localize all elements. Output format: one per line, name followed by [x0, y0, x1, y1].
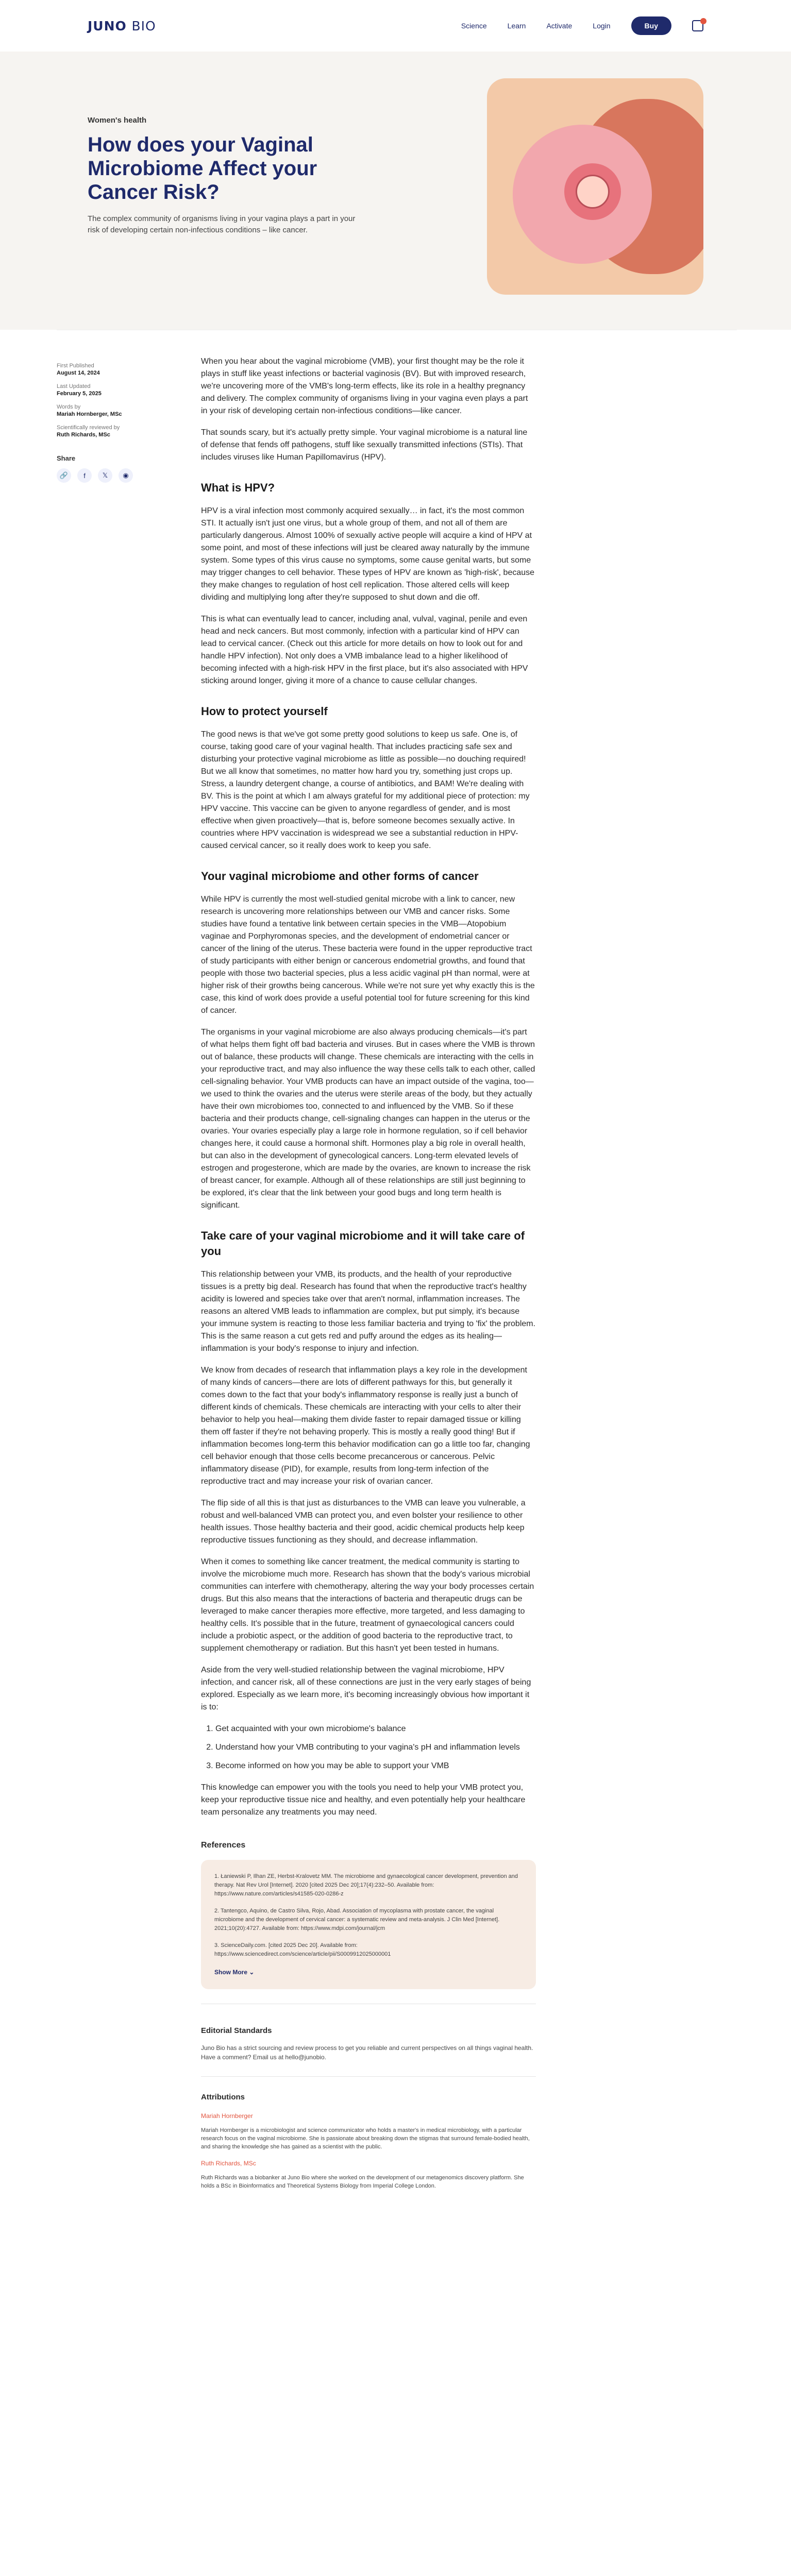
paragraph-flip-side: The flip side of all this is that just as disturbances to the VMB can leave you vulnerable, a robust and well-balanced VMB can protect you, and even bolster your resilience to other health issues. Those healthy bacteria and their good, acidic chemical products help keep reproductive tissues functioning as they should, and decrease inflammation.	[201, 1499, 526, 1545]
editorial-title: Editorial Standards	[201, 2026, 272, 2035]
attribution-author-link[interactable]: Mariah Hornberger	[201, 2112, 253, 2120]
paragraph-hpv-cancer: This is what can eventually lead to cancer, including anal, vulval, vaginal, penile and even head and neck cancers. But most commonly, infection with a particular kind of HPV can lead to cervical cancer. (Check out this article for more details on how to look out for and handle HPV infection). Not only does a VMB imbalance lead to a higher likelihood of becoming infected with a high-risk HPV in the first place, but it's also associated with HPV sticking around longer, giving it more of a chance to cause cellular changes.	[201, 615, 528, 685]
author-name[interactable]: Mariah Hornberger, MSc	[57, 411, 122, 417]
references-box	[201, 1860, 536, 1989]
heading-take-care: Take care of your vaginal microbiome and it will take care of you	[201, 1229, 525, 1258]
paragraph-aside: Aside from the very well-studied relationship between the vaginal microbiome, HPV infection, and cancer risk, all of these connections are just in the very early stages of being explored. Especially as we learn more, it's becoming increasingly obvious how important it is to:	[201, 1666, 531, 1711]
heading-protect: How to protect yourself	[201, 705, 328, 718]
nav-links	[461, 16, 703, 35]
hero-subtitle: The complex community of organisms living in your vagina plays a part in your risk of developing certain non-infectious conditions – like cancer.	[88, 214, 356, 234]
references-title: References	[201, 1841, 246, 1850]
nav-learn-link[interactable]: Learn	[507, 22, 526, 30]
list-item: 1. Get acquainted with your own microbiome's balance	[215, 1723, 536, 1735]
attribution-author-bio: Mariah Hornberger is a microbiologist and science communicator who holds a master's in medical microbiology, with a particular research focus on the vaginal microbiome. She is passionate about breaking down the stigmas that surround female-bodied health, and sharing the knowledge she has gained as a scientist with the public.	[201, 2127, 530, 2150]
paragraph-hpv: HPV is a viral infection most commonly acquired sexually… in fact, it's the most common STI. It actually isn't just one virus, but a whole group of them, and not all of them are particularly dangerous. Almost 100% of sexually active people will acquire a kind of HPV at some point, and most of these infections will just be cleared away naturally by the immune system. Some types of this virus cause no symptoms, some cause genital warts, but some may trigger changes to cell behavior. These types of HPV are known as 'high-risk', because they make changes to regulation of host cell replication. Those altered cells will keep dividing and multiplying long after they're supposed to shut down and die off.	[201, 506, 535, 602]
reference-item: 2. Tantengco, Aquino, de Castro Silva, Rojo, Abad. Association of mycoplasma with prostate cancer, the vaginal microbiome and the development of cervical cancer: a systematic review and meta-analysis. J Clin Med [Internet]. 2021;10(20):4727. Available from: https://www.mdpi.com/journal/jcm	[214, 1908, 500, 1931]
attribution-reviewer-bio: Ruth Richards was a biobanker at Juno Bio where she worked on the development of our metagenomics discovery platform. She holds a BSc in Bioinformatics and Theoretical Systems Biology from Imperial College London.	[201, 2175, 524, 2189]
last-updated-date: February 5, 2025	[57, 391, 102, 397]
article-body	[201, 355, 536, 2190]
chevron-down-icon: ⌄	[249, 1969, 255, 1976]
article-meta	[57, 355, 160, 483]
hero-text	[88, 116, 356, 236]
words-by-label: Words by	[57, 404, 81, 410]
editorial-text: Juno Bio has a strict sourcing and review process to get you reliable and current perspectives on all things vaginal health. Have a comment? Email us at hello@junobio.	[201, 2044, 533, 2061]
paragraph-protect: The good news is that we've got some pretty good solutions to keep us safe. One is, of course, taking good care of your vaginal health. That includes practicing safe sex and disturbing your protective vaginal microbiome as little as possible—no douching required! But we all know that sometimes, no matter how hard you try, something just crops up. Stress, a laundry detergent change, a course of antibiotics, and BAM! We're dealing with BV. This is the point at which I am always grateful for my additional piece of protection: my HPV vaccine. This vaccine can be given to anyone regardless of gender, and is most effective when given proactively—that is, before someone becomes sexually active. In countries where HPV vaccination is widespread we see a substantial reduction in HPV-caused cervical cancer, so it really does work to keep you safe.	[201, 730, 530, 850]
reviewed-by-label: Scientifically reviewed by	[57, 425, 120, 431]
hero-category: Women's health	[88, 116, 147, 125]
show-more-button[interactable]	[214, 1968, 523, 1977]
cart-icon[interactable]	[692, 20, 703, 31]
first-published-label: First Published	[57, 363, 94, 369]
link-icon[interactable]: 🔗	[57, 468, 71, 483]
heading-what-is-hpv: What is HPV?	[201, 481, 275, 494]
buy-button[interactable]: Buy	[631, 16, 671, 35]
paragraph-intro: When you hear about the vaginal microbiome (VMB), your first thought may be the role it plays in stuff like yeast infections or bacterial vaginosis (BV). But with improved research, we're uncovering more of the VMB's long-term effects, like its role in a healthy pregnancy and delivery. The complex community of organisms living in your vagina even plays a part in your risk of developing certain non-infectious conditions—like cancer.	[201, 357, 528, 415]
instagram-icon[interactable]: ◉	[119, 468, 133, 483]
reviewer-name[interactable]: Ruth Richards, MSc	[57, 432, 110, 438]
juno-bio-logo[interactable]	[88, 19, 156, 33]
paragraph-defense: That sounds scary, but it's actually pretty simple. Your vaginal microbiome is a natural line of defense that fends off pathogens, stuff like sexually transmitted infections (STIs). That includes viruses like Human Papillomavirus (HPV).	[201, 428, 528, 462]
list-item: 3. Become informed on how you may be able to support your VMB	[215, 1760, 536, 1772]
show-more-label: Show More	[214, 1969, 248, 1976]
paragraph-cancer-pathways: We know from decades of research that inflammation plays a key role in the development of many kinds of cancers—there are lots of different pathways for this, but generally it comes down to the fact that your body's inflammatory response is really just a bunch of different kinds of chemicals. These chemicals are interacting with your cells to alter their behavior to help you heal—making them divide faster to repair damaged tissue or killing them off faster if they're not behaving properly. This is mostly a really good thing! But if inflammation becomes long-term this behavior modification can go a little too far, changing cell behavior enough that those cells become precancerous or cancerous. Pelvic inflammatory disease (PID), for example, results from long-term infection of the reproductive tract and may increase your risk of ovarian cancer.	[201, 1366, 530, 1486]
paragraph-treatment: When it comes to something like cancer treatment, the medical community is starting to involve the microbiome much more. Research has shown that the body's various microbial communities can interfere with chemotherapy, altering the way your body processes certain drugs. But this also means that the interactions of bacteria and therapeutic drugs can be leveraged to make cancer therapies more effective, more targeted, and less damaging to healthy cells. It's possible that in the future, treatment of gynaecological cancers could include a probiotic aspect, or the addition of good bacteria to the reproductive tract, to supplement chemotherapy or radiation. But this hasn't yet been tested in humans.	[201, 1557, 534, 1653]
first-published-date: August 14, 2024	[57, 370, 100, 376]
share-buttons	[57, 468, 160, 483]
facebook-icon[interactable]: f	[77, 468, 92, 483]
top-nav	[0, 0, 791, 52]
x-icon[interactable]: 𝕏	[98, 468, 112, 483]
nav-science-link[interactable]: Science	[461, 22, 487, 30]
reference-item: 3. ScienceDaily.com. [cited 2025 Dec 20]. Available from: https://www.sciencedirect.com/science/article/pii/S0009912025000001	[214, 1942, 391, 1957]
attribution-reviewer-link[interactable]: Ruth Richards, MSc	[201, 2160, 256, 2167]
share-label: Share	[57, 454, 76, 462]
attributions-title: Attributions	[201, 2093, 245, 2102]
paragraph-inflammation: This relationship between your VMB, its products, and the health of your reproductive tissues is a pretty big deal. Research has found that when the reproductive tract's healthy acidity is lowered and species take over that aren't normal, inflammation increases. The reasons an altered VMB leads to inflammation are complex, but put simply, it's because your immune system is reacting to those less familiar bacteria and trying to 'fix' the problem. This is the same reason a cut gets red and puffy around the edges as its healing—inflammation is your body's response to injury and infection.	[201, 1270, 536, 1353]
logo-bio: BIO	[131, 18, 156, 33]
action-list	[215, 1723, 536, 1772]
paragraph-chemicals: The organisms in your vaginal microbiome are also always producing chemicals—it's part of what helps them fight off bad bacteria and viruses. But in cases where the VMB is thrown out of balance, these products will change. These chemicals are interacting with the cells in your reproductive tract, and may also influence the way these cells talk to each other, called cell-signaling behavior. Your VMB products can have an impact outside of the vagina, too—we used to think the ovaries and the uterus were sterile areas of the body, but they actually have their own microbiomes too, connected to and influenced by the VMB. So if these bacteria and their products change, cell-signaling changes can happen in the uterus or the ovaries. Your ovaries especially play a large role in hormone regulation, so if cell behavior changes here, it could cause a hormonal shift. Hormones play a big role in overall health, but can also in the development of gynecological cancers. Long-term elevated levels of estrogen and progesterone, which are made by the ovaries, are known to increase the risk of breast cancer, for example. Although all of these relationships are still just beginning to be explored, it's clear that the link between your good bugs and long term health is significant.	[201, 1028, 535, 1210]
nav-login-link[interactable]: Login	[593, 22, 611, 30]
list-item: 2. Understand how your VMB contributing to your vagina's pH and inflammation levels	[215, 1741, 536, 1754]
paragraph-conclusion: This knowledge can empower you with the tools you need to help your VMB protect you, keep your reproductive tissue nice and healthy, and even potentially help your healthcare team personalize any treatments you may need.	[201, 1783, 526, 1817]
reference-item: 1. Łaniewski P, Ilhan ZE, Herbst-Kralovetz MM. The microbiome and gynaecological cancer development, prevention and therapy. Nat Rev Urol [Internet]. 2020 [cited 2025 Dec 20];17(4):232–50. Available from: https://www.nature.com/articles/s41585-020-0286-z	[214, 1873, 518, 1897]
page-title: How does your Vaginal Microbiome Affect your Cancer Risk?	[88, 133, 317, 204]
cart-badge	[700, 18, 706, 24]
heading-other-cancers: Your vaginal microbiome and other forms of cancer	[201, 870, 479, 883]
hero-ring-shape	[576, 175, 610, 209]
section-divider	[201, 2076, 536, 2077]
paragraph-endometrial: While HPV is currently the most well-studied genital microbe with a link to cancer, new research is uncovering more relationships between our VMB and cancer risks. Some studies have found a tentative link between certain species in the VMB—Atopobium vaginae and Porphyromonas species, and the development of endometrial cancer or cancer of the lining of the uterus. These bacteria were found in the upper reproductive tract of study participants with either benign or cancerous endometrial growths, and found that people with those two bacterial species, plus a less acidic vaginal pH than normal, were at higher risk of their growths being cancerous. While we're not sure yet why exactly this is the case, this kind of work does provide a useful potential tool for future screening for this kind of cancer.	[201, 895, 535, 1015]
logo-juno: JUNO	[88, 18, 127, 33]
nav-activate-link[interactable]: Activate	[546, 22, 573, 30]
hero-illustration	[487, 78, 703, 295]
hero-section	[0, 52, 791, 330]
last-updated-label: Last Updated	[57, 383, 91, 389]
